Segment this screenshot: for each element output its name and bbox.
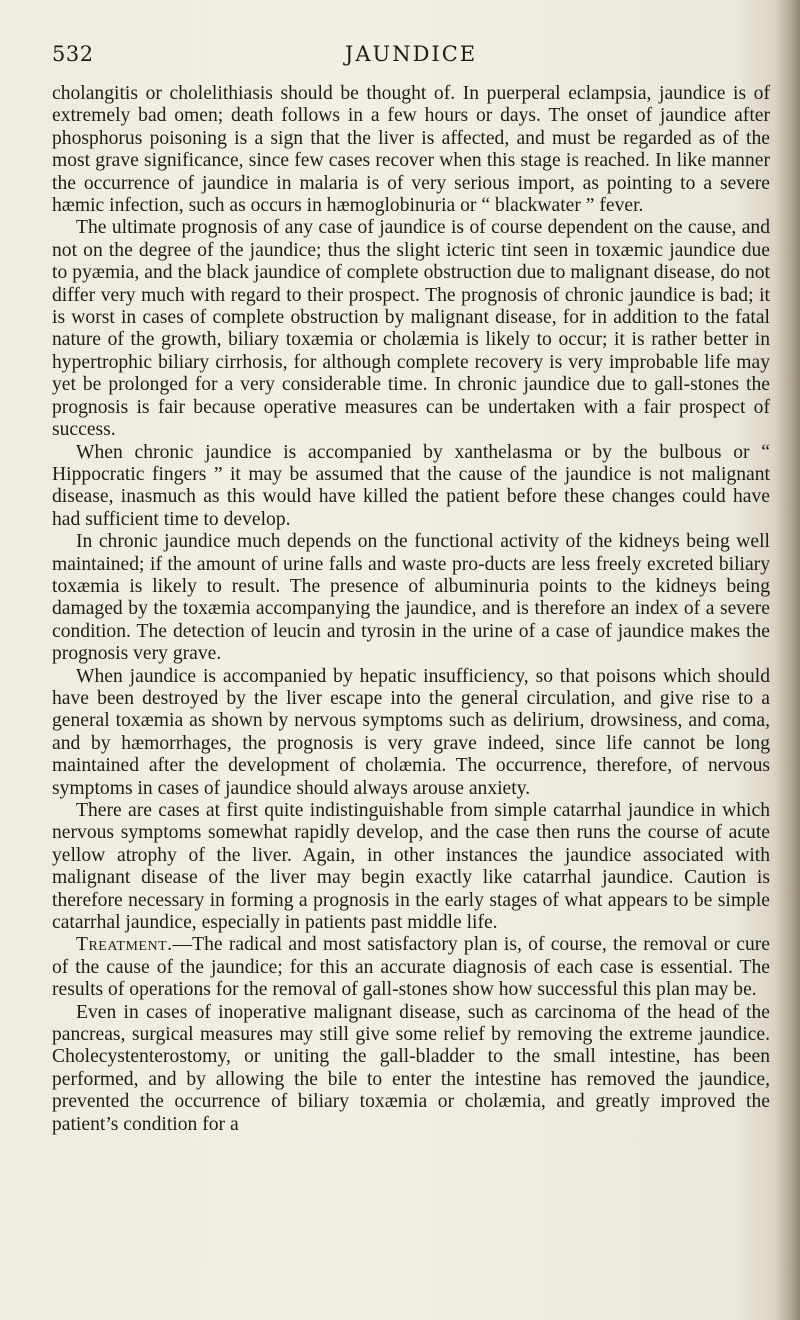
running-title: JAUNDICE	[344, 42, 478, 66]
paragraph-ultimate-prognosis: The ultimate prognosis of any case of jaundice is of course dependent on the cause, and not on the degree of the jaundice; thus the slight icteric tint seen in toxæmic jaundice due to pyæmia, and the black jaundice of complete obstruction due to malignant disease, do not differ very much with regard to their prospect. The prognosis of chronic jaundice is bad; it is worst in cases of complete obstruction by malignant disease, for in addition to the fatal nature of the growth, biliary toxæmia or cholæmia is likely to occur; it is rather better in hypertrophic biliary cirrhosis, for although complete recovery is very improbable life may yet be prolonged for a very considerable time. In chronic jaundice due to gall-stones the prognosis is fair because operative measures can be undertaken with a fair prospect of success.	[52, 217, 770, 441]
paragraph-xanthelasma: When chronic jaundice is accompanied by xanthelasma or by the bulbous or “ Hippocratic fingers ” it may be assumed that the cause of the jaundice is not malignant disease, inasmuch as this would have killed the patient before these changes could have had sufficient time to develop.	[52, 441, 770, 530]
body-text	[52, 83, 770, 1136]
page-number: 532	[52, 42, 94, 66]
paragraph-continuation: cholangitis or cholelithiasis should be thought of. In puerperal eclampsia, jaundice is of extremely bad omen; death follows in a few hours or days. The onset of jaundice after phosphorus poisoning is a sign that the liver is affected, and must be regarded as of the most grave significance, since few cases recover when this stage is reached. In like manner the occurrence of jaundice in malaria is of very serious import, as pointing to a severe hæmic infection, such as occurs in hæmoglobinuria or “ blackwater ” fever.	[52, 83, 770, 217]
paragraph-inoperative-disease: Even in cases of inoperative malignant disease, such as carcinoma of the head of the pancreas, surgical measures may still give some relief by removing the extreme jaundice. Cholecystenterostomy, or uniting the gall-bladder to the small intestine, has been performed, and by allowing the bile to enter the intestine has removed the jaundice, prevented the occurrence of biliary toxæmia or cholæmia, and greatly improved the patient’s condition for a	[52, 1001, 770, 1135]
paragraph-catarrhal-jaundice: There are cases at first quite indistinguishable from simple catarrhal jaundice in which nervous symptoms somewhat rapidly develop, and the case then runs the course of acute yellow atrophy of the liver. Again, in other instances the jaundice associated with malignant disease of the liver may begin exactly like catarrhal jaundice. Caution is therefore necessary in forming a prognosis in the early stages of what appears to be simple catarrhal jaundice, especially in patients past middle life.	[52, 800, 770, 934]
page-edge-shadow	[774, 0, 800, 1320]
paragraph-treatment	[52, 934, 770, 1001]
paragraph-kidneys: In chronic jaundice much depends on the functional activity of the kidneys being well maintained; if the amount of urine falls and waste pro-ducts are less freely excreted biliary toxæmia is likely to result. The presence of albuminuria points to the kidneys being damaged by the toxæmia accompanying the jaundice, and is therefore an index of a severe condition. The detection of leucin and tyrosin in the urine of a case of jaundice makes the prognosis very grave.	[52, 531, 770, 665]
paragraph-hepatic-insufficiency: When jaundice is accompanied by hepatic insufficiency, so that poisons which should have been destroyed by the liver escape into the general circulation, and give rise to a general toxæmia as shown by nervous symptoms such as delirium, drowsiness, and coma, and by hæmorrhages, the prognosis is very grave indeed, since life cannot be long maintained after the development of cholæmia. The occurrence, therefore, of nervous symptoms in cases of jaundice should always arouse anxiety.	[52, 665, 770, 799]
treatment-heading: Treatment.	[76, 934, 173, 956]
page-header	[52, 42, 770, 76]
treatment-text: —The radical and most satisfactory plan is, of course, the removal or cure of the cause of the jaundice; for this an accurate diagnosis of each case is essential. The results of operations for the removal of gall-stones show how successful this plan may be.	[52, 934, 770, 1001]
